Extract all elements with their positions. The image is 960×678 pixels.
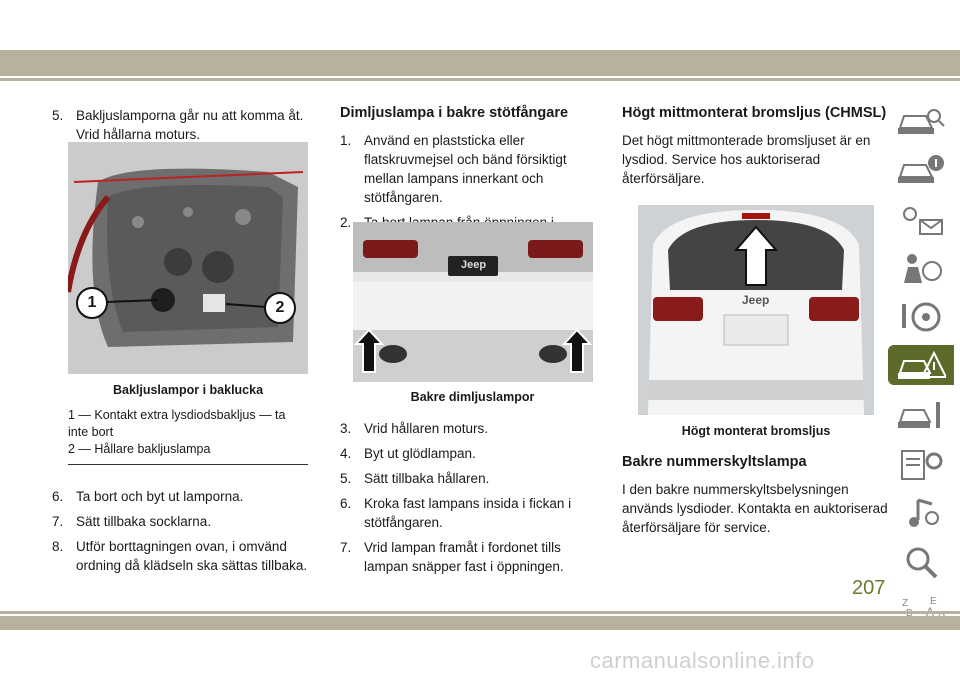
image-caption: Högt monterat bromsljus <box>681 424 831 438</box>
step-number: 5. <box>52 108 64 123</box>
callout-1: 1 <box>76 287 108 319</box>
column-3 <box>622 104 890 196</box>
step-text: Sätt tillbaka hållaren. <box>364 471 490 486</box>
column-3-lower <box>622 422 890 545</box>
step-number: 4. <box>340 446 352 461</box>
watermark: carmanualsonline.info <box>590 648 815 673</box>
tab-airbag[interactable] <box>888 247 954 287</box>
step-6 <box>340 494 605 532</box>
step-5 <box>340 469 605 488</box>
column-1-steps <box>52 487 320 581</box>
header-band <box>0 50 960 76</box>
step-5 <box>52 106 320 144</box>
tab-steering-wheel[interactable] <box>888 296 954 336</box>
rear-fog-lamp-photo <box>353 222 593 382</box>
step-number: 1. <box>340 133 352 148</box>
step-7 <box>52 512 320 531</box>
step-text: Vrid lampan framåt i fordonet tills lampan snäpper fast i öppningen. <box>364 540 564 574</box>
jeep-badge: Jeep <box>461 259 487 271</box>
footer-area <box>0 630 960 678</box>
step-number: 8. <box>52 539 64 554</box>
tab-search[interactable] <box>888 541 954 581</box>
footer-band <box>0 616 960 630</box>
step-number: 5. <box>340 471 352 486</box>
car-info-icon <box>896 153 946 187</box>
paragraph-license-plate: I den bakre nummerskyltsbelysningen används lysdioder. Kontakta en auktoriserad återförsäljare för service. <box>622 482 888 535</box>
callout-2: 2 <box>264 292 296 324</box>
step-number: 2. <box>340 215 352 230</box>
image-caption: Bakre dimljuslampor <box>410 390 535 404</box>
step-1 <box>340 131 605 207</box>
step-text: Sätt tillbaka socklarna. <box>76 514 212 529</box>
step-text: Använd en plaststicka eller flatskruvmejsel och bänd försiktigt mellan lampans innerkant och stötfångaren. <box>364 133 567 205</box>
column-1-lower <box>68 382 308 465</box>
step-number: 7. <box>52 514 64 529</box>
step-text: Vrid hållaren moturs. <box>364 421 489 436</box>
high-brake-light-photo <box>638 205 874 415</box>
legend-item-2: 2 — Hållare bakljuslampa <box>68 442 211 456</box>
index-letter: Z <box>902 598 909 609</box>
step-3 <box>340 419 605 438</box>
step-number: 7. <box>340 540 352 555</box>
step-text: Kroka fast lampans insida i fickan i stötfångaren. <box>364 496 572 530</box>
tail-lamp-photo <box>68 142 308 374</box>
steering-wheel-icon <box>896 300 946 334</box>
legend-item-1: 1 — Kontakt extra lysdiodsbakljus — ta inte bort <box>68 408 286 439</box>
tab-car-info[interactable] <box>888 149 954 189</box>
step-number: 3. <box>340 421 352 436</box>
warning-lights-icon <box>896 202 946 236</box>
page-number: 207 <box>852 577 886 599</box>
page-top-margin <box>0 0 960 50</box>
rear-vehicle-illustration <box>638 205 874 415</box>
header-rule <box>0 78 960 81</box>
specifications-icon <box>896 447 946 481</box>
step-number: 6. <box>52 489 64 504</box>
step-number: 6. <box>340 496 352 511</box>
index-letter: E <box>930 596 937 607</box>
tab-car-emergency[interactable] <box>888 345 954 385</box>
tab-car-search[interactable] <box>888 100 954 140</box>
image-caption: Bakljuslampor i baklucka <box>112 383 264 397</box>
step-text: Bakljuslamporna går nu att komma åt. Vrid hållarna moturs. <box>76 108 304 142</box>
car-emergency-icon <box>896 349 946 383</box>
step-text: Ta bort och byt ut lamporna. <box>76 489 244 504</box>
step-7 <box>340 538 605 576</box>
jeep-badge: Jeep <box>742 293 770 307</box>
step-4 <box>340 444 605 463</box>
tab-car-service[interactable] <box>888 394 954 434</box>
step-text: Byt ut glödlampan. <box>364 446 476 461</box>
tail-lamp-illustration <box>68 142 308 374</box>
paragraph-chmsl: Det högt mittmonterade bromsljuset är en lysdiod. Service hos auktoriserad återförsäljare. <box>622 133 871 186</box>
tab-multimedia[interactable] <box>888 492 954 532</box>
footer-rule <box>0 611 960 614</box>
chapter-tabs-sidebar <box>888 100 958 639</box>
section-heading-chmsl: Högt mittmonterat bromsljus (CHMSL) <box>622 105 887 121</box>
car-search-icon <box>896 104 946 138</box>
step-8 <box>52 537 320 575</box>
tab-warning-lights[interactable] <box>888 198 954 238</box>
column-2-lower <box>340 388 605 582</box>
rear-bumper-illustration <box>353 222 593 382</box>
search-icon <box>896 545 946 579</box>
legend-divider <box>68 464 308 465</box>
step-text: Utför borttagningen ovan, i omvänd ordning då klädseln ska sättas tillbaka. <box>76 539 308 573</box>
airbag-person-icon <box>896 251 946 285</box>
tab-specifications[interactable] <box>888 443 954 483</box>
section-heading: Dimljuslampa i bakre stötfångare <box>340 105 569 121</box>
car-service-icon <box>896 398 946 432</box>
multimedia-icon <box>896 496 946 530</box>
section-heading-license-plate: Bakre nummerskyltslampa <box>622 454 807 470</box>
step-6 <box>52 487 320 506</box>
